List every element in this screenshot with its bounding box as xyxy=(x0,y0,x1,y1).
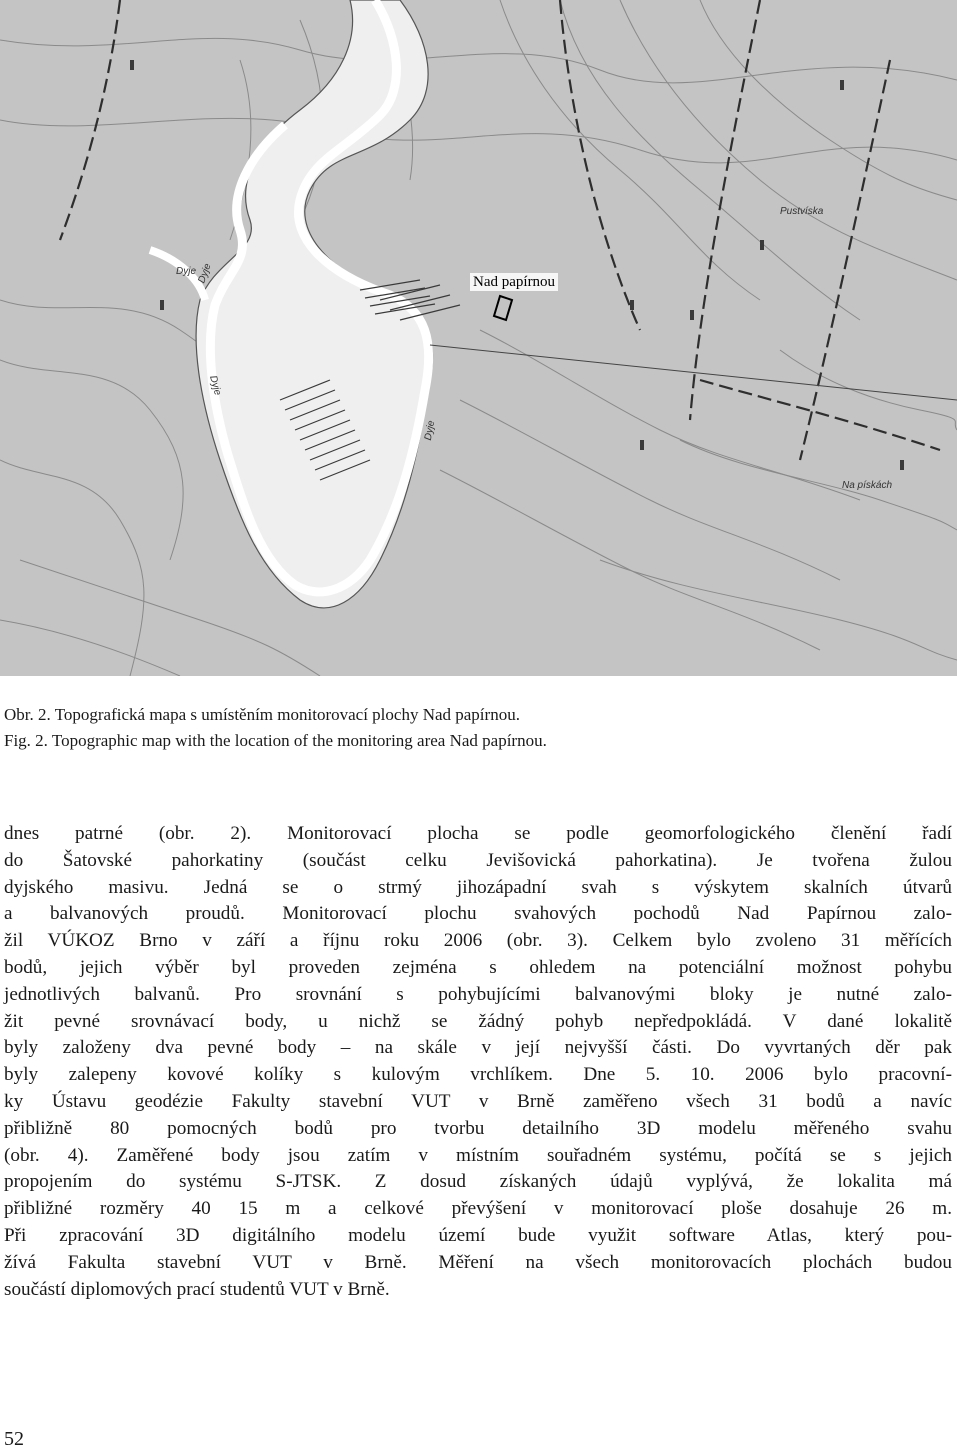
text-line: byly založeny dva pevné body – na skále v její nejvyšší části. Do vyvrtaných děr pak xyxy=(4,1037,952,1059)
text-line: dnes patrné (obr. 2). Monitorovací plocha se podle geomorfologického členění řadí xyxy=(4,823,952,844)
text-line: jednotlivých balvanů. Pro srovnání s pohybujícími balvanovými bloky je nutné zalo- xyxy=(4,983,952,1005)
text-line: přibližné rozměry 40 15 m a celkové převýšení v monitorovací ploše dosahuje 26 m. xyxy=(4,1198,952,1220)
river-label: Dyje xyxy=(176,266,197,277)
text-line: a balvanových proudů. Monitorovací plochu svahových pochodů Nad Papírnou zalo- xyxy=(4,903,952,925)
body-paragraph xyxy=(4,821,952,1303)
text-line: byly zalepeny kovové kolíky s kulovým vrchlíkem. Dne 5. 10. 2006 bylo pracovní- xyxy=(4,1064,952,1086)
place-label-pustviska: Pustvíska xyxy=(780,206,824,217)
text-line: propojením do systému S-JTSK. Z dosud získaných údajů vyplývá, že lokalita má xyxy=(4,1171,952,1193)
caption-czech: Obr. 2. Topografická mapa s umístěním monitorovací plochy Nad papírnou. xyxy=(4,705,520,724)
text-line: přibližně 80 pomocných bodů pro tvorbu detailního 3D modelu měřeného svahu xyxy=(4,1117,952,1139)
text-line: ky Ústavu geodézie Fakulty stavební VUT v Brně zaměřeno všech 31 bodů a navíc xyxy=(4,1090,952,1112)
caption-english: Fig. 2. Topographic map with the location of the monitoring area Nad papírnou. xyxy=(4,731,547,750)
page-number: 52 xyxy=(4,1428,24,1450)
river-label: Dyje xyxy=(207,374,223,397)
site-label-nad-papirnou: Nad papírnou xyxy=(470,273,558,291)
text-line: žit pevné srovnávací body, u nichž se žádný pohyb nepředpokládá. V dané lokalitě xyxy=(4,1010,952,1032)
map-drawing xyxy=(0,0,957,676)
text-line: Při zpracování 3D digitálního modelu území bude využit software Atlas, který pou- xyxy=(4,1224,952,1246)
river-label: Dyje xyxy=(196,262,214,285)
text-line: žil VÚKOZ Brno v září a říjnu roku 2006 (obr. 3). Celkem bylo zvoleno 31 měřících xyxy=(4,930,952,952)
text-line: (obr. 4). Zaměřené body jsou zatím v místním souřadném systému, počítá se s jejich xyxy=(4,1144,952,1166)
text-line: součástí diplomových prací studentů VUT v Brně. xyxy=(4,1278,390,1300)
text-line: žívá Fakulta stavební VUT v Brně. Měření na všech monitorovacích plochách budou xyxy=(4,1251,952,1273)
figure-caption xyxy=(4,702,944,754)
topographic-map xyxy=(0,0,957,676)
place-label-na-piskach: Na pískách xyxy=(842,480,893,491)
text-line: do Šatovské pahorkatiny (součást celku Jevišovická pahorkatina). Je tvořena žulou xyxy=(4,849,952,871)
text-line: dyjského masivu. Jedná se o strmý jihozápadní svah s výskytem skalních útvarů xyxy=(4,876,952,898)
text-line: bodů, jejich výběr byl proveden zejména s ohledem na potenciální možnost pohybu xyxy=(4,956,952,978)
river-label: Dyje xyxy=(422,419,438,442)
